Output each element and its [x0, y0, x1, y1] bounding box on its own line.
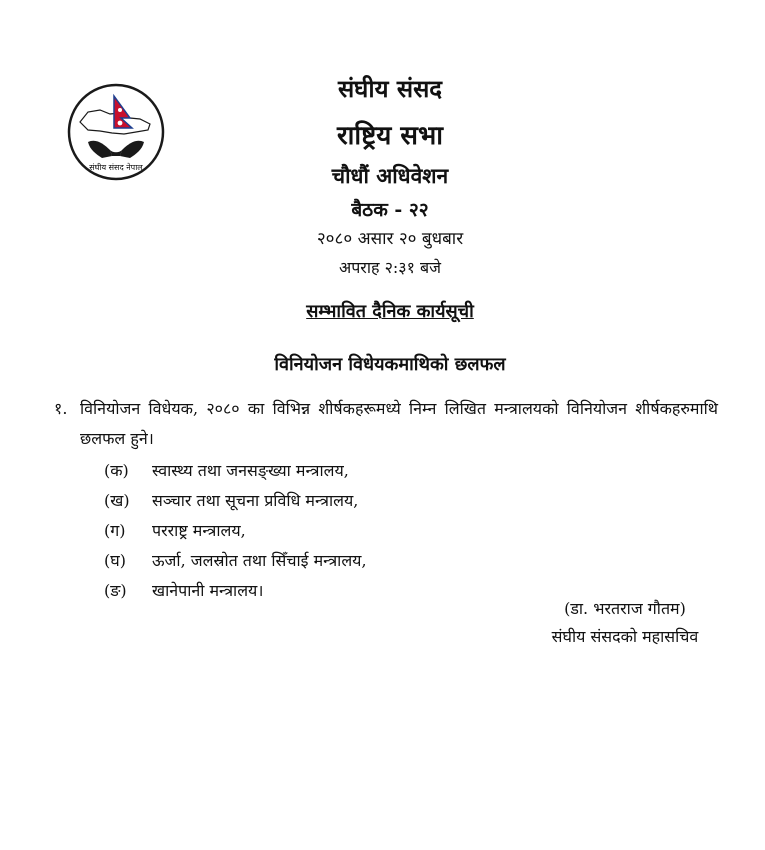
agenda-item-number: १. [54, 399, 68, 418]
list-item [104, 516, 604, 546]
signatory-name: (डा. भरतराज गौतम) [564, 599, 686, 618]
ministry-list [104, 456, 604, 606]
section-title: विनियोजन विधेयकमाथिको छलफल [274, 354, 506, 375]
list-item-marker: (ख) [104, 491, 130, 510]
agenda-item [54, 394, 718, 454]
agenda-item-text: विनियोजन विधेयक, २०८० का विभिन्न शीर्षकहरूमध्ये निम्न लिखित मन्त्रालयको विनियोजन शीर्षकहरुमाथि छलफल हुने। [80, 399, 718, 448]
list-item-marker: (ङ) [104, 581, 127, 600]
header-line-federal-parliament: संघीय संसद [337, 74, 443, 103]
list-item-marker: (ग) [104, 521, 126, 540]
list-item-text: सञ्चार तथा सूचना प्रविधि मन्त्रालय, [152, 491, 359, 510]
header-line-session: चौधौं अधिवेशन [331, 163, 449, 188]
header-line-national-assembly: राष्ट्रिय सभा [336, 121, 443, 151]
header-line-meeting: बैठक - २२ [351, 199, 429, 221]
list-item-text: परराष्ट्र मन्त्रालय, [152, 521, 246, 540]
list-item-text: स्वास्थ्य तथा जनसङ्ख्या मन्त्रालय, [152, 461, 349, 480]
header-line-time: अपराह २:३१ बजे [338, 258, 442, 277]
list-item-marker: (क) [104, 461, 129, 480]
agenda-title: सम्भावित दैनिक कार्यसूची [306, 301, 474, 322]
list-item [104, 456, 604, 486]
list-item-text: खानेपानी मन्त्रालय। [152, 581, 264, 600]
list-item [104, 546, 604, 576]
emblem-caption: संघीय संसद नेपाल [89, 163, 143, 172]
list-item-text: ऊर्जा, जलस्रोत तथा सिँचाई मन्त्रालय, [152, 551, 367, 570]
list-item-marker: (घ) [104, 551, 126, 570]
signatory-title: संघीय संसदको महासचिव [551, 627, 699, 646]
list-item [104, 486, 604, 516]
parliament-emblem-icon [66, 82, 166, 182]
header-line-date: २०८० असार २० बुधबार [316, 229, 464, 249]
